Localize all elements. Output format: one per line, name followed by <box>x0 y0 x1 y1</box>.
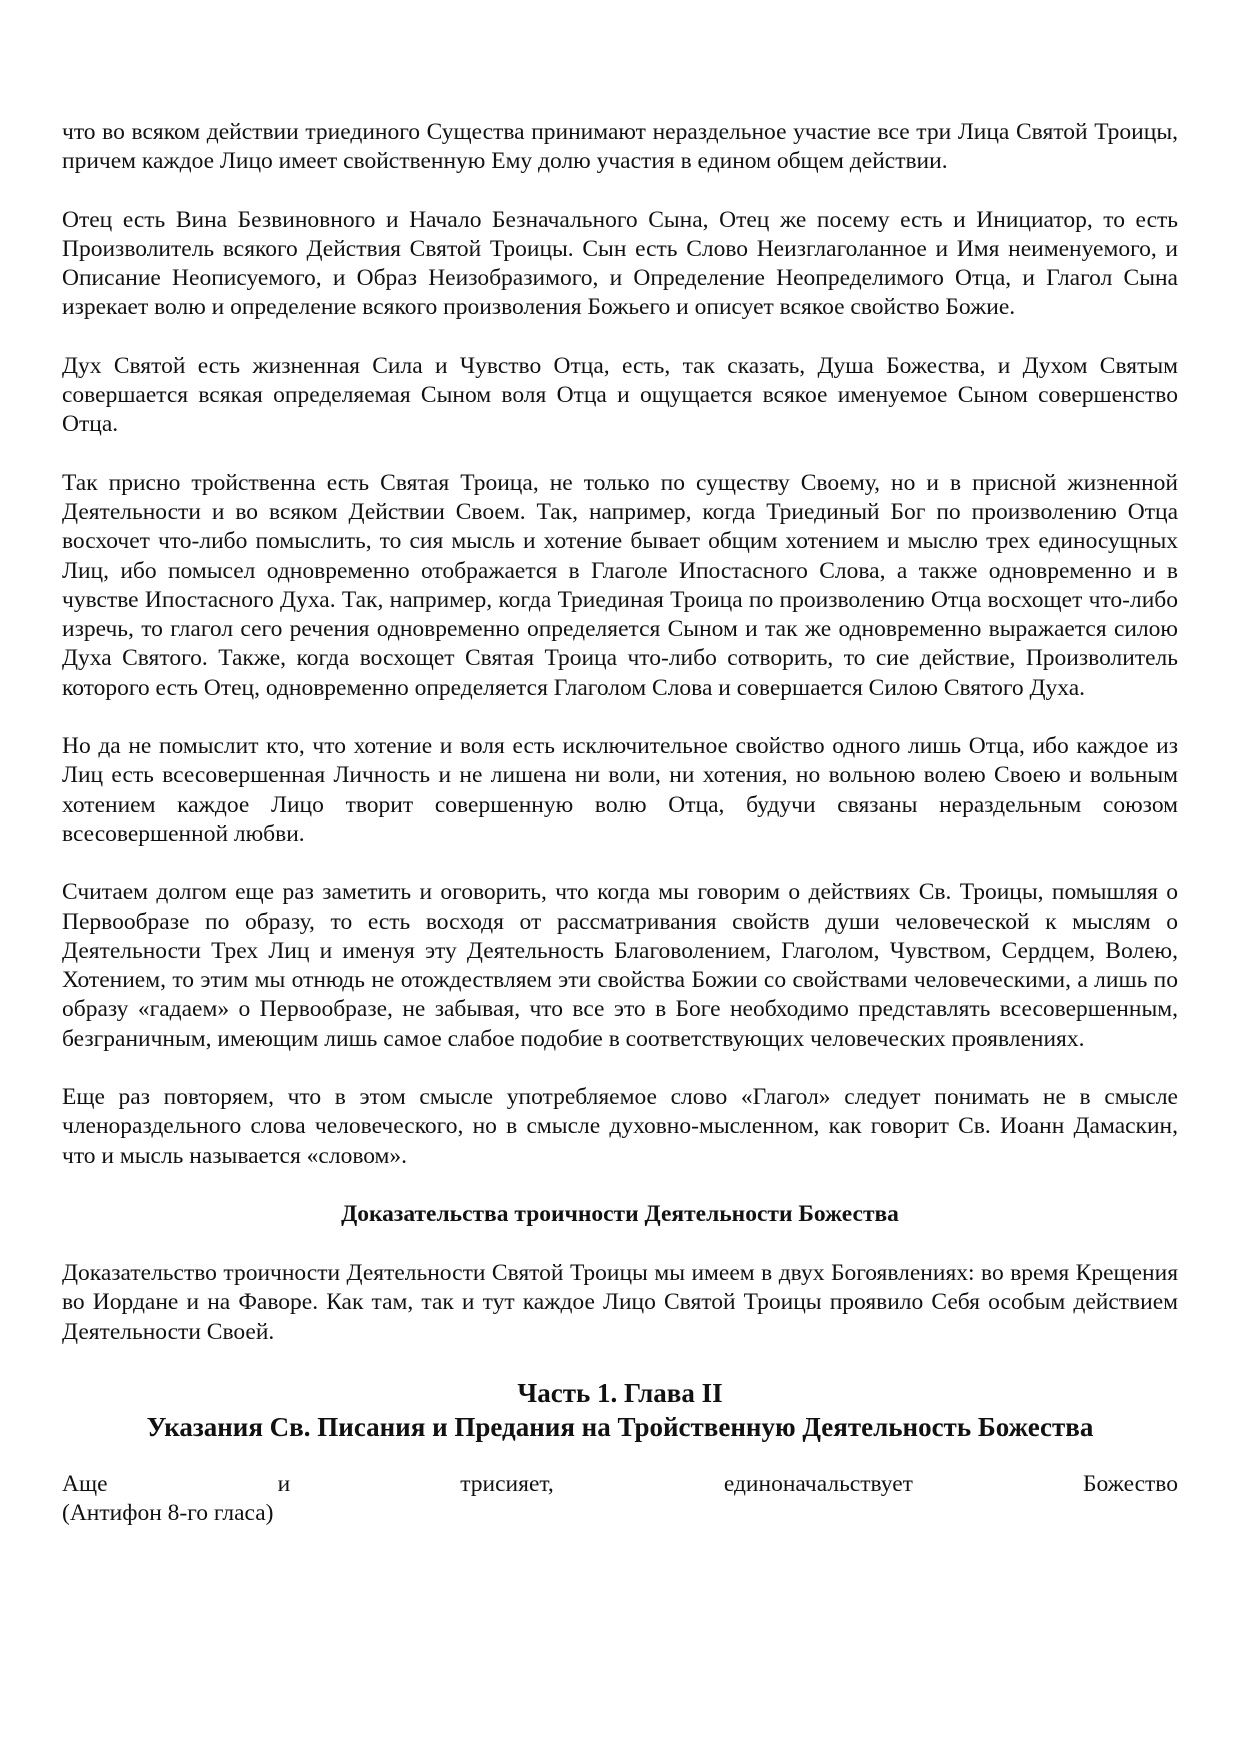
section-heading: Доказательства троичности Деятельности Божества <box>341 1200 899 1227</box>
epigraph-text: Аще и трисияет, единоначальствует Божество <box>62 1470 1178 1497</box>
paragraph-4: Так присно тройственна есть Святая Троица, не только по существу Своему, но и в присной жизненной Деятельности и во всяком Действии Своем. Так, например, когда Триединый Бог по произволению Отца восхочет что-либо помыслить, то сия мысль и хотение бывает общим хотением и мыслю трех единосущных Лиц, ибо помысел одновременно отображается в Глаголе Ипостасного Слова, а также одновременно и в чувстве Ипостасного Духа. Так, например, когда Триединая Троица по произволению Отца восхощет что-либо изречь, то глагол сего речения одновременно определяется Сыном и так же одновременно выражается силою Духа Святого. Также, когда восхощет Святая Троица что-либо сотворить, то сие действие, Произволитель которого есть Отец, одновременно определяется Глаголом Слова и совершается Силою Святого Духа. <box>62 469 1178 701</box>
paragraph-2: Отец есть Вина Безвиновного и Начало Безначального Сына, Отец же посему есть и Инициатор, то есть Произволитель всякого Действия Святой Троицы. Сын есть Слово Неизглаголанное и Имя неименуемого, и Описание Неописуемого, и Образ Неизобразимого, и Определение Неопределимого Отца, и Глагол Сына изрекает волю и определение всякого произволения Божьего и описует всякое свойство Божие. <box>62 206 1178 321</box>
document-page <box>62 118 1178 1528</box>
chapter-title <box>62 1376 1178 1444</box>
paragraph-6: Считаем долгом еще раз заметить и оговорить, что когда мы говорим о действиях Св. Троицы, помышляя о Первообразе по образу, то есть восходя от рассматривания свойств души человеческой к мыслям о Деятельности Трех Лиц и именуя эту Деятельность Благоволением, Глаголом, Чувством, Сердцем, Волею, Хотением, то этим мы отнюдь не отождествляем эти свойства Божии со свойствами человеческими, а лишь по образу «гадаем» о Первообразе, не забывая, что все это в Боге необходимо представлять всесовершенным, безграничным, имеющим лишь самое слабое подобие в соответствующих человеческих проявлениях. <box>62 879 1178 1052</box>
paragraph-1: что во всяком действии триединого Существа принимают нераздельное участие все три Лица Святой Троицы, причем каждое Лицо имеет свойственную Ему долю участия в едином общем действии. <box>62 119 1178 175</box>
paragraph-7: Еще раз повторяем, что в этом смысле употребляемое слово «Глагол» следует понимать не в смысле членораздельного слова человеческого, но в смысле духовно-мысленном, как говорит Св. Иоанн Дамаскин, что и мысль называется «словом». <box>62 1084 1178 1169</box>
epigraph-source: (Антифон 8-го гласа) <box>62 1500 274 1527</box>
chapter-subtitle: Указания Св. Писания и Предания на Тройственную Деятельность Божества <box>146 1411 1094 1442</box>
paragraph-3: Дух Святой есть жизненная Сила и Чувство Отца, есть, так сказать, Душа Божества, и Духом Святым совершается всякая определяемая Сыном воля Отца и ощущается всякое именуемое Сыном совершенство Отца. <box>62 352 1178 438</box>
section-paragraph: Доказательство троичности Деятельности Святой Троицы мы имеем в двух Богоявлениях: во время Крещения во Иордане и на Фаворе. Как там, так и тут каждое Лицо Святой Троицы проявило Себя особым действием Деятельности Своей. <box>62 1259 1178 1345</box>
paragraph-5: Но да не помыслит кто, что хотение и воля есть исключительное свойство одного лишь Отца, ибо каждое из Лиц есть всесовершенная Личность и не лишена ни воли, ни хотения, но вольною волею Своею и вольным хотением каждое Лицо творит совершенную волю Отца, будучи связаны нераздельным союзом всесовершенной любви. <box>62 733 1178 847</box>
chapter-number: Часть 1. Глава II <box>517 1377 723 1408</box>
